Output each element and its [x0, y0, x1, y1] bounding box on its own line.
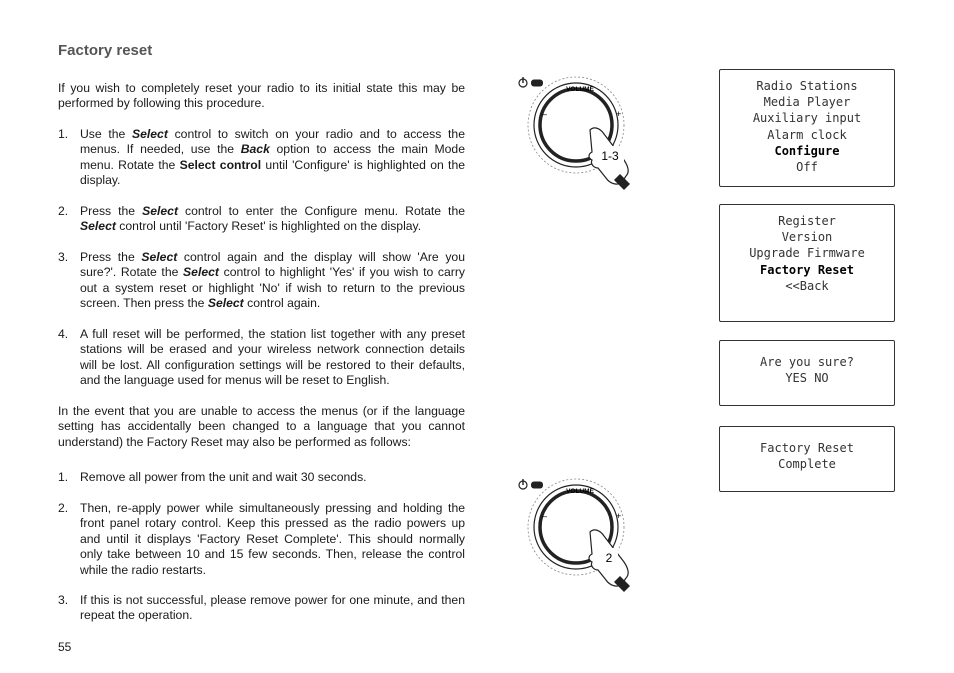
step-number: 2.: [58, 204, 69, 218]
step-number: 1.: [58, 127, 69, 141]
lcd-line: Alarm clock: [767, 127, 847, 142]
step-text-run: until 'Configure' is highlighted on the display.: [80, 157, 465, 188]
lcd-line: Auxiliary input: [752, 111, 862, 126]
lcd-line: Upgrade Firmware: [749, 246, 865, 261]
lcd-line: Media Player: [763, 95, 851, 110]
step-callout: 1-3: [601, 149, 619, 163]
emphasized-text: Select control: [179, 157, 262, 172]
intro-paragraph: If you wish to completely reset your radio to its initial state this may be performed by following this procedure.: [58, 81, 465, 111]
plus-mark: +: [616, 109, 622, 119]
step-callout: 2: [605, 551, 613, 565]
step-text: Then, re-apply power while simultaneously pressing and holding the front panel rotary control. Keep this pressed as the radio powers up and until it displays 'Factory Reset Complete'. This should normally only take between 10 and 15 few seconds. Then, release the control while the radio restarts.: [80, 501, 465, 577]
emphasized-text: Select: [207, 296, 244, 311]
minus-mark: –: [542, 511, 548, 521]
volume-label: VOLUME: [566, 488, 594, 495]
lcd-line: Complete: [778, 457, 836, 472]
alt-step-item: [58, 470, 465, 485]
step-item: [58, 204, 465, 235]
step-number: 3.: [58, 250, 69, 264]
page-title: Factory reset: [58, 42, 153, 59]
step-text: [80, 127, 465, 189]
lcd-display: [719, 69, 895, 187]
emphasized-text: Select: [80, 219, 116, 234]
lcd-line: YES NO: [785, 371, 829, 386]
lcd-line: Factory Reset: [760, 441, 854, 455]
lcd-display: [719, 426, 895, 492]
emphasized-text: Select: [141, 250, 178, 264]
step-number: 4.: [58, 327, 69, 341]
emphasized-text: Back: [240, 142, 270, 157]
step-text-run: control until 'Factory Reset' is highlighted on the display.: [115, 219, 422, 234]
emphasized-text: Select: [142, 204, 179, 218]
alt-step-item: [58, 593, 465, 624]
step-text: If this is not successful, please remove power for one minute, and then repeat the operation.: [80, 593, 465, 623]
power-icon: [519, 77, 543, 87]
step-text-run: control to enter the Configure menu. Rotate the: [178, 204, 465, 218]
volume-label: VOLUME: [566, 86, 594, 93]
step-number: 3.: [58, 593, 69, 607]
minus-mark: –: [542, 109, 548, 119]
power-icon: [519, 479, 543, 489]
lcd-line-highlighted: Configure: [774, 143, 840, 158]
rotary-control-illustration: [510, 474, 650, 594]
step-number: 1.: [58, 470, 69, 484]
step-text-run: Press the: [80, 250, 142, 264]
step-item: [58, 250, 465, 312]
step-text-run: Use the: [80, 127, 132, 141]
lcd-display: [719, 204, 895, 322]
step-text-run: control again and the display will show 'Are you sure?'. Rotate the: [80, 250, 465, 280]
lcd-line: Register: [778, 214, 836, 228]
lcd-line: <<Back: [785, 278, 829, 293]
step-text: [80, 204, 465, 235]
step-text-run: control to switch on your radio and to access the menus. If needed, use the: [80, 127, 465, 157]
alt-step-item: [58, 501, 465, 578]
step-text: Remove all power from the unit and wait 30 seconds.: [80, 470, 367, 484]
step-text-run: Press the: [80, 204, 143, 218]
lcd-line: Off: [796, 160, 818, 175]
lcd-display: [719, 340, 895, 406]
emphasized-text: Select: [131, 127, 168, 141]
lcd-line: Are you sure?: [760, 355, 854, 369]
plus-mark: +: [616, 511, 622, 521]
step-text-run: control again.: [243, 296, 321, 311]
emphasized-text: Select: [183, 265, 219, 280]
fallback-paragraph: In the event that you are unable to access the menus (or if the language setting has accidentally been changed to a language that you cannot understand) the Factory Reset may also be performed as follows:: [58, 404, 465, 449]
lcd-line: Radio Stations: [756, 79, 858, 93]
lcd-line: Version: [781, 230, 833, 245]
page-number: 55: [58, 640, 72, 654]
step-text-run: option to access the main Mode menu. Rotate the: [80, 142, 465, 172]
step-item: [58, 127, 465, 189]
step-text-run: control to highlight 'Yes' if you wish to carry out a system reset or highlight 'No' if wish to return to the previous screen. Then press the: [80, 265, 465, 311]
step-number: 2.: [58, 501, 69, 515]
step-item: [58, 327, 465, 389]
lcd-line-highlighted: Factory Reset: [760, 262, 854, 277]
step-text-run: A full reset will be performed, the station list together with any preset stations will be erased and your wireless network connection details will be lost. All configuration settings will be restored to their defaults, and the language used for menus will be reset to English.: [80, 327, 465, 388]
rotary-control-illustration: [510, 72, 650, 192]
step-text: [80, 250, 465, 312]
step-text: [80, 327, 465, 389]
